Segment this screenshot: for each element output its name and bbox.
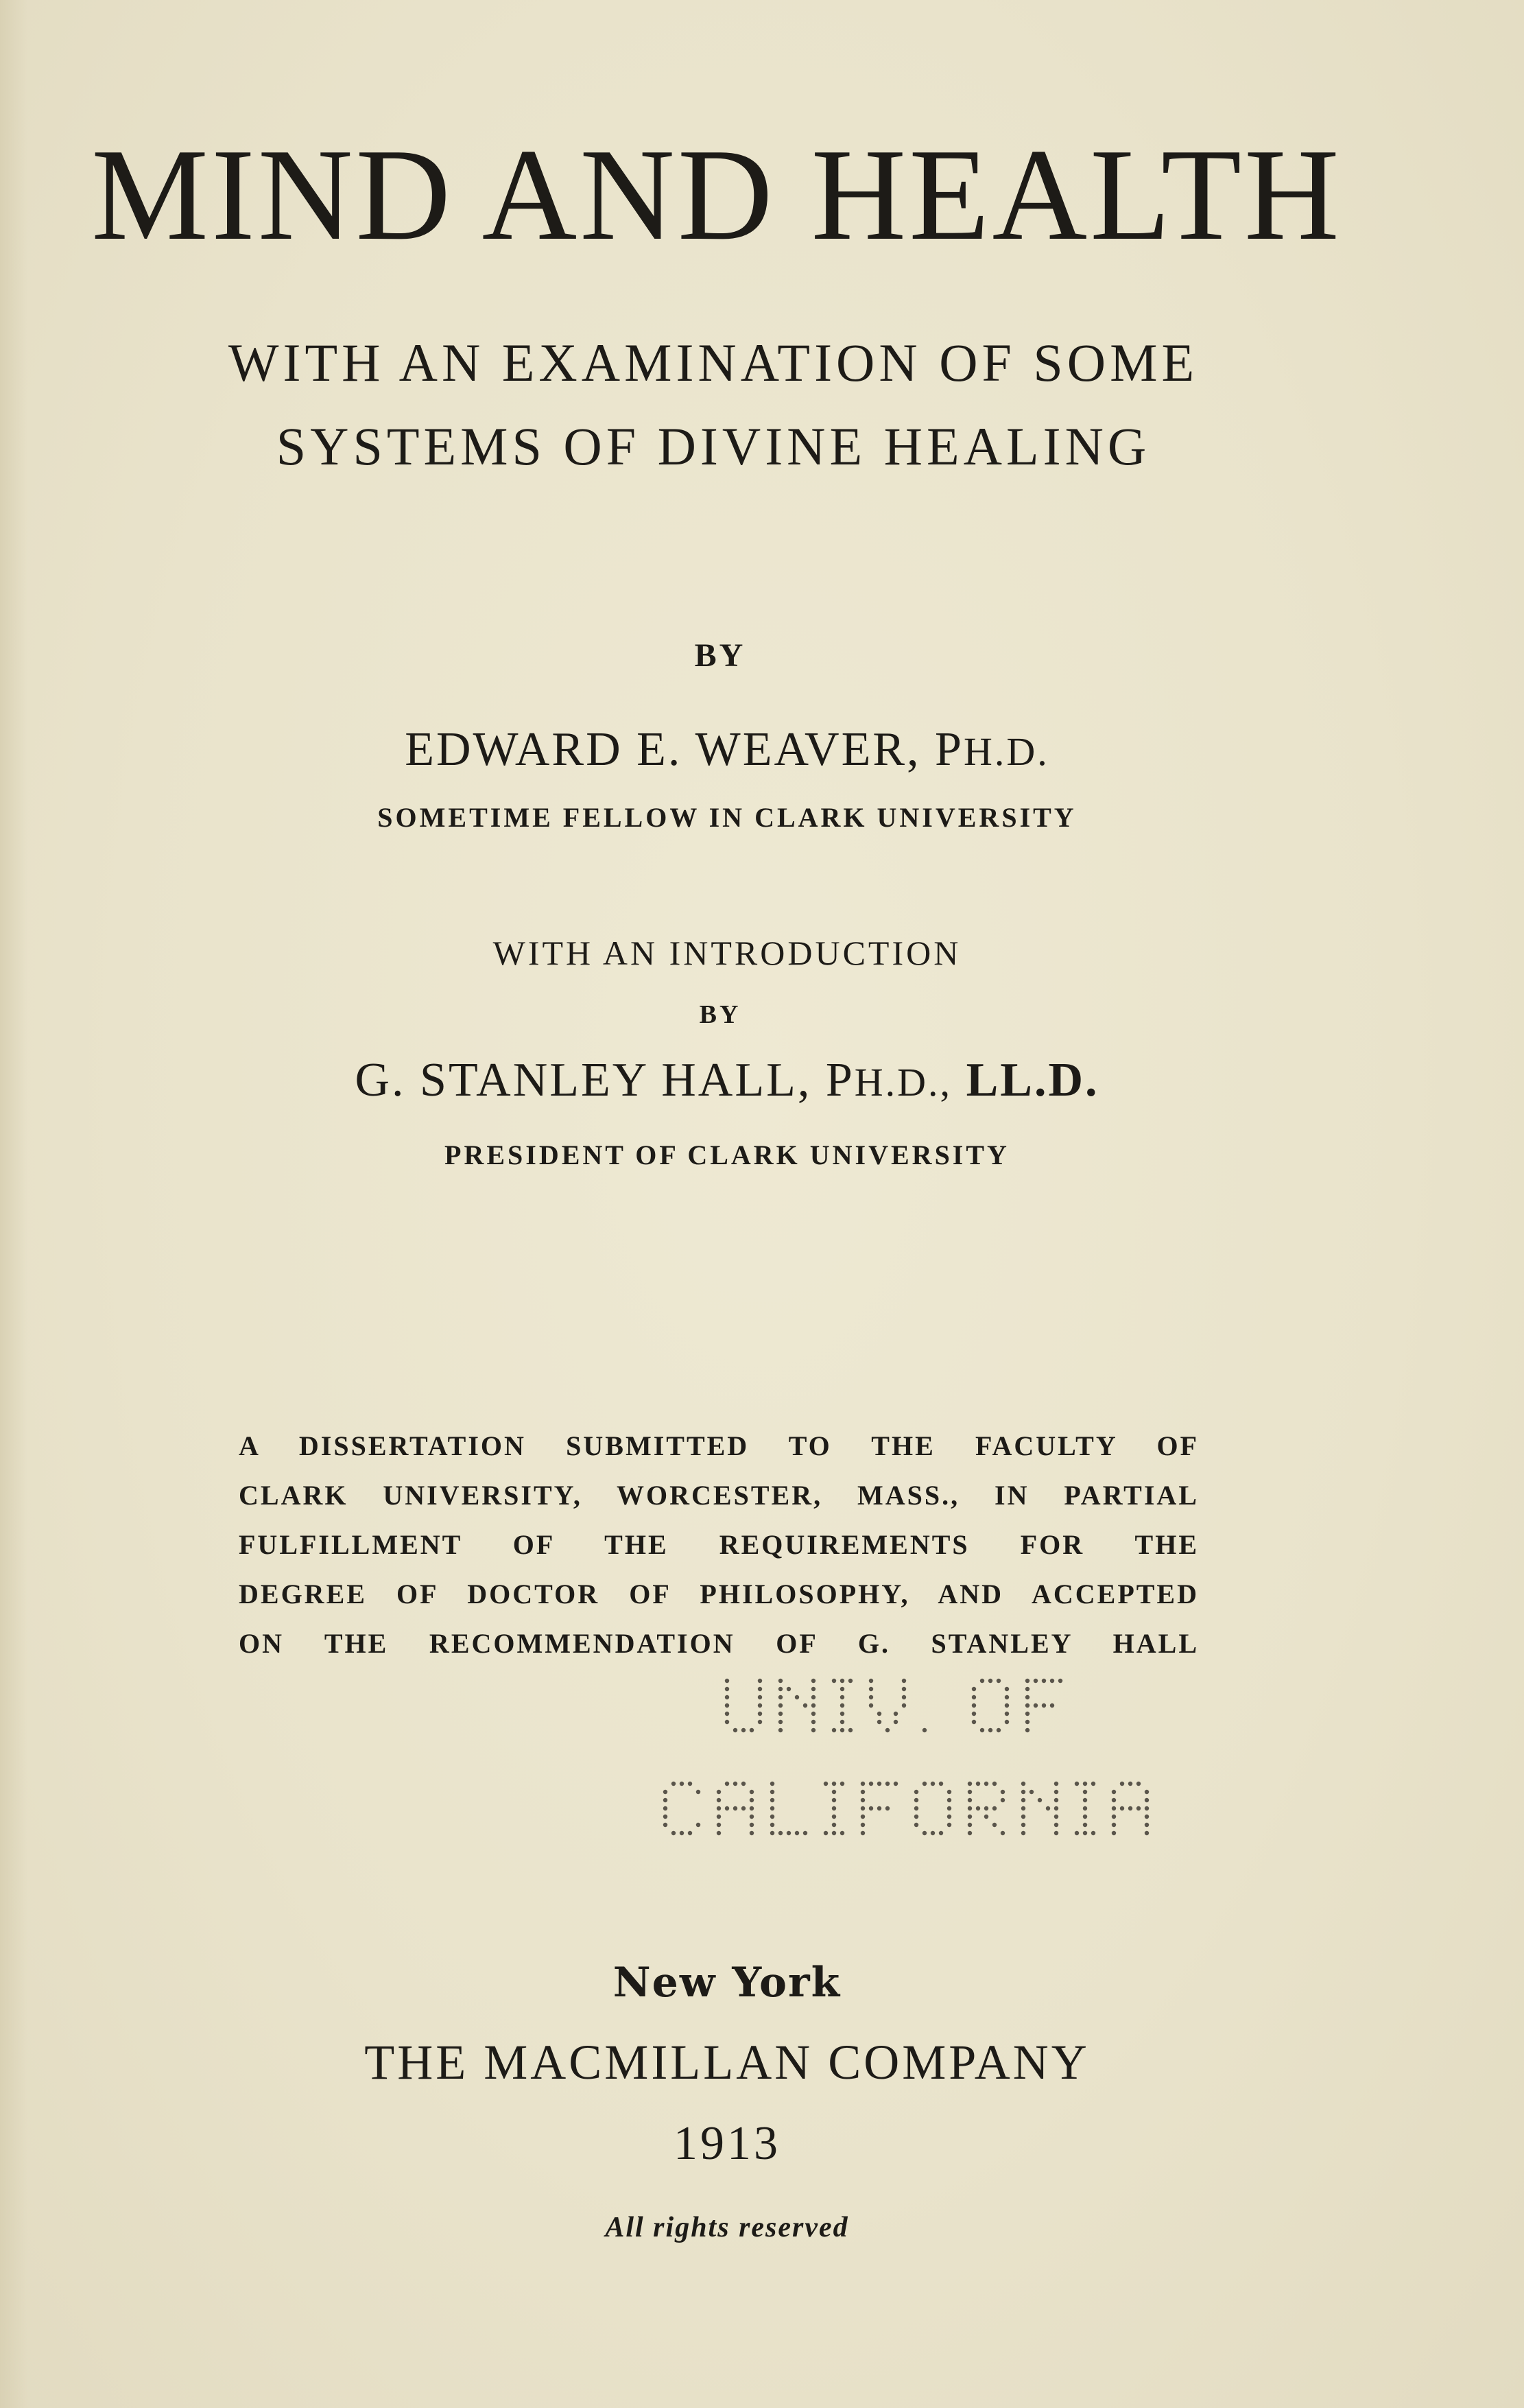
stamp-dot [1034, 1703, 1038, 1708]
dissertation-line: A DISSERTATION SUBMITTED TO THE FACULTY OF [239, 1430, 1199, 1461]
stamp-dot [811, 1679, 815, 1683]
dissertation-statement [239, 1421, 1199, 1668]
stamp-dot [832, 1782, 836, 1786]
introduction-label: WITH AN INTRODUCTION [492, 934, 962, 972]
stamp-dot [988, 1728, 992, 1732]
stamp-dot [1054, 1831, 1058, 1835]
stamp-dot [972, 1687, 976, 1691]
stamp-dot [1021, 1806, 1025, 1810]
stamp-dot [1025, 1679, 1029, 1683]
stamp-dot [832, 1728, 836, 1732]
stamp-dot [787, 1687, 791, 1691]
stamp-dot [1054, 1782, 1058, 1786]
stamp-dot [1042, 1679, 1046, 1683]
stamp-dot [663, 1790, 667, 1794]
stamp-dot [1136, 1806, 1141, 1810]
stamp-dot [717, 1806, 721, 1810]
stamp-dot [741, 1728, 746, 1732]
stamp-dot [832, 1831, 836, 1835]
stamp-dot [663, 1806, 667, 1810]
stamp-dot [902, 1687, 906, 1691]
stamp-dot [688, 1782, 692, 1786]
stamp-dot [894, 1712, 898, 1716]
stamp-dot [803, 1831, 807, 1835]
stamp-dot [758, 1679, 762, 1683]
stamp-dot [770, 1798, 774, 1802]
stamp-dot [750, 1823, 754, 1827]
stamp-dot [840, 1687, 844, 1691]
stamp-dot [778, 1831, 783, 1835]
stamp-dot [1120, 1782, 1124, 1786]
stamp-dot [992, 1782, 997, 1786]
page-edge-shadow [0, 0, 27, 2408]
stamp-dot [1038, 1798, 1042, 1802]
stamp-dot [997, 1679, 1001, 1683]
introduction-by-label: BY [699, 1000, 741, 1029]
stamp-dot [988, 1679, 992, 1683]
stamp-dot [811, 1695, 815, 1699]
stamp-dot [885, 1728, 890, 1732]
stamp-dot [758, 1687, 762, 1691]
stamp-dot [984, 1815, 988, 1819]
stamp-dot [717, 1823, 721, 1827]
stamp-dot [1145, 1790, 1149, 1794]
stamp-dot [741, 1782, 746, 1786]
stamp-dot [1025, 1728, 1029, 1732]
stamp-dot [1083, 1790, 1087, 1794]
stamp-dot [1083, 1823, 1087, 1827]
stamp-dot [811, 1703, 815, 1708]
stamp-dot [671, 1831, 676, 1835]
stamp-dot [758, 1712, 762, 1716]
stamp-dot [1046, 1806, 1050, 1810]
stamp-dot [968, 1815, 972, 1819]
stamp-dot [778, 1712, 783, 1716]
stamp-dot [931, 1831, 935, 1835]
stamp-dot [877, 1720, 881, 1724]
stamp-dot [1145, 1815, 1149, 1819]
stamp-dot [877, 1782, 881, 1786]
stamp-dot [696, 1823, 700, 1827]
stamp-dot [840, 1831, 844, 1835]
stamp-dot [1083, 1782, 1087, 1786]
introducer-degree-2: LL.D. [966, 1054, 1099, 1107]
stamp-dot [725, 1679, 729, 1683]
stamp-dot [947, 1798, 951, 1802]
stamp-dot [1054, 1790, 1058, 1794]
stamp-dot [922, 1831, 927, 1835]
introducer-degree-initial: P [825, 1054, 855, 1107]
stamp-dot [663, 1798, 667, 1802]
author-line [329, 723, 1125, 776]
stamp-dot [663, 1823, 667, 1827]
stamp-dot [1083, 1806, 1087, 1810]
stamp-dot [1021, 1782, 1025, 1786]
stamp-dot [1112, 1798, 1116, 1802]
stamp-dot [939, 1782, 943, 1786]
stamp-dot [787, 1831, 791, 1835]
stamp-dot [750, 1728, 754, 1732]
dissertation-line: DEGREE OF DOCTOR OF PHILOSOPHY, AND ACCEPTED [239, 1579, 1199, 1609]
stamp-dot [1054, 1823, 1058, 1827]
stamp-dot [1025, 1687, 1029, 1691]
stamp-dot [832, 1815, 836, 1819]
stamp-dot [861, 1790, 865, 1794]
stamp-dot [770, 1782, 774, 1786]
stamp-dot [725, 1806, 729, 1810]
stamp-dot [750, 1815, 754, 1819]
stamp-dot [840, 1703, 844, 1708]
stamp-dot [1128, 1782, 1132, 1786]
stamp-dot [869, 1695, 873, 1699]
imprint-place: New York [612, 1959, 842, 2007]
stamp-dot [824, 1782, 828, 1786]
stamp-dot [770, 1806, 774, 1810]
stamp-dot [1001, 1798, 1005, 1802]
stamp-dot [1021, 1798, 1025, 1802]
imprint-rights: All rights reserved [605, 2212, 849, 2243]
stamp-dot [778, 1728, 783, 1732]
stamp-dot [778, 1695, 783, 1699]
stamp-dot [968, 1790, 972, 1794]
stamp-dot [968, 1806, 972, 1810]
stamp-dot [1025, 1703, 1029, 1708]
stamp-dot [976, 1806, 980, 1810]
stamp-dot [1001, 1790, 1005, 1794]
stamp-dot [1029, 1790, 1034, 1794]
stamp-dot [869, 1703, 873, 1708]
stamp-dot [1145, 1806, 1149, 1810]
stamp-dot [1145, 1831, 1149, 1835]
stamp-dot [725, 1687, 729, 1691]
stamp-dot [811, 1720, 815, 1724]
stamp-dot [931, 1782, 935, 1786]
stamp-dot [832, 1798, 836, 1802]
stamp-dot [1050, 1703, 1054, 1708]
stamp-dot [972, 1712, 976, 1716]
stamp-dot [717, 1790, 721, 1794]
stamp-dot [1136, 1782, 1141, 1786]
stamp-dot [1025, 1712, 1029, 1716]
stamp-dot [770, 1815, 774, 1819]
stamp-dot [1091, 1782, 1095, 1786]
by-label: BY [694, 637, 746, 674]
stamp-dot [869, 1806, 873, 1810]
stamp-dot [869, 1687, 873, 1691]
stamp-dot [968, 1831, 972, 1835]
stamp-dot [750, 1798, 754, 1802]
stamp-dot [750, 1790, 754, 1794]
stamp-dot [1025, 1695, 1029, 1699]
stamp-dot [832, 1806, 836, 1810]
stamp-dot [725, 1720, 729, 1724]
stamp-dot [717, 1831, 721, 1835]
stamp-dot [1091, 1831, 1095, 1835]
stamp-dot [1083, 1831, 1087, 1835]
stamp-dot [922, 1728, 927, 1732]
stamp-dot [717, 1798, 721, 1802]
stamp-dot [972, 1703, 976, 1708]
stamp-dot [939, 1831, 943, 1835]
stamp-dot [750, 1831, 754, 1835]
stamp-dot [840, 1782, 844, 1786]
author-name: EDWARD E. WEAVER, [405, 723, 921, 776]
stamp-dot [795, 1831, 799, 1835]
stamp-dot [1112, 1790, 1116, 1794]
stamp-dot [861, 1815, 865, 1819]
stamp-dot [1005, 1720, 1009, 1724]
stamp-dot [758, 1695, 762, 1699]
stamp-dot [1075, 1831, 1079, 1835]
stamp-dot [861, 1806, 865, 1810]
imprint-publisher: THE MACMILLAN COMPANY [364, 2035, 1090, 2090]
stamp-dot [840, 1728, 844, 1732]
stamp-dot [992, 1823, 997, 1827]
stamp-dot [733, 1782, 737, 1786]
stamp-dot [1005, 1712, 1009, 1716]
stamp-dot [832, 1790, 836, 1794]
stamp-dot [968, 1798, 972, 1802]
stamp-dot [947, 1790, 951, 1794]
stamp-dot [968, 1823, 972, 1827]
stamp-dot [997, 1728, 1001, 1732]
stamp-dot [1058, 1679, 1062, 1683]
stamp-dot [733, 1728, 737, 1732]
stamp-dot [1075, 1782, 1079, 1786]
stamp-dot [811, 1687, 815, 1691]
stamp-dot [750, 1806, 754, 1810]
stamp-dot [902, 1703, 906, 1708]
stamp-dot [1054, 1815, 1058, 1819]
stamp-dot [1021, 1790, 1025, 1794]
stamp-dot [1112, 1823, 1116, 1827]
stamp-dot [861, 1831, 865, 1835]
stamp-dot [770, 1823, 774, 1827]
stamp-dot [980, 1728, 984, 1732]
stamp-dot [894, 1782, 898, 1786]
dissertation-line: ON THE RECOMMENDATION OF G. STANLEY HALL [239, 1628, 1199, 1659]
stamp-dot [914, 1823, 918, 1827]
stamp-dot [972, 1720, 976, 1724]
stamp-dot [824, 1831, 828, 1835]
stamp-dot [1005, 1687, 1009, 1691]
subtitle-line-1: WITH AN EXAMINATION OF SOME [228, 333, 1199, 392]
stamp-dot [840, 1695, 844, 1699]
stamp-dot [778, 1687, 783, 1691]
stamp-dot [1128, 1806, 1132, 1810]
stamp-dot [1112, 1815, 1116, 1819]
introducer-line [302, 1054, 1152, 1107]
stamp-dot [733, 1806, 737, 1810]
stamp-dot [811, 1712, 815, 1716]
stamp-dot [1112, 1831, 1116, 1835]
stamp-dot [894, 1720, 898, 1724]
introducer-name: G. STANLEY HALL, [355, 1054, 812, 1107]
stamp-dot [877, 1806, 881, 1810]
stamp-dot [914, 1798, 918, 1802]
stamp-dot [848, 1728, 853, 1732]
imprint-year: 1913 [674, 2117, 781, 2170]
stamp-dot [741, 1806, 746, 1810]
stamp-dot [947, 1823, 951, 1827]
stamp-dot [947, 1815, 951, 1819]
introducer-affiliation: PRESIDENT OF CLARK UNIVERSITY [444, 1140, 1010, 1170]
author-affiliation: SOMETIME FELLOW IN CLARK UNIVERSITY [377, 802, 1077, 833]
stamp-dot [663, 1815, 667, 1819]
stamp-dot [885, 1806, 890, 1810]
stamp-dot [1005, 1695, 1009, 1699]
stamp-dot [1042, 1703, 1046, 1708]
stamp-dot [1034, 1679, 1038, 1683]
dissertation-line: CLARK UNIVERSITY, WORCESTER, MASS., IN PARTIAL [239, 1480, 1199, 1511]
stamp-dot [902, 1695, 906, 1699]
stamp-dot [725, 1695, 729, 1699]
stamp-dot [680, 1782, 684, 1786]
stamp-dot [840, 1712, 844, 1716]
stamp-dot [1021, 1815, 1025, 1819]
stamp-dot [877, 1712, 881, 1716]
stamp-dot [976, 1782, 980, 1786]
stamp-dot [848, 1679, 853, 1683]
dissertation-line: FULFILLMENT OF THE REQUIREMENTS FOR THE [239, 1529, 1199, 1560]
stamp-dot [869, 1679, 873, 1683]
stamp-dot [803, 1703, 807, 1708]
stamp-dot [1083, 1815, 1087, 1819]
stamp-dot [914, 1790, 918, 1794]
stamp-dot [832, 1679, 836, 1683]
book-title: MIND AND HEALTH [91, 121, 1342, 268]
stamp-dot [795, 1695, 799, 1699]
stamp-dot [1145, 1823, 1149, 1827]
stamp-dot [1120, 1806, 1124, 1810]
author-degree-rest: H.D. [963, 729, 1049, 774]
stamp-dot [869, 1782, 873, 1786]
stamp-dot [861, 1782, 865, 1786]
stamp-dot [902, 1679, 906, 1683]
stamp-dot [885, 1782, 890, 1786]
stamp-dot [811, 1728, 815, 1732]
stamp-dot [688, 1831, 692, 1835]
stamp-dot [717, 1815, 721, 1819]
stamp-dot [696, 1790, 700, 1794]
stamp-dot [861, 1823, 865, 1827]
stamp-dot [840, 1679, 844, 1683]
stamp-dot [1001, 1831, 1005, 1835]
stamp-dot [725, 1703, 729, 1708]
stamp-dot [1054, 1806, 1058, 1810]
stamp-dot [671, 1782, 676, 1786]
stamp-dot [1054, 1798, 1058, 1802]
stamp-dot [778, 1703, 783, 1708]
stamp-dot [680, 1831, 684, 1835]
stamp-dot [947, 1806, 951, 1810]
stamp-dot [725, 1782, 729, 1786]
stamp-dot [1083, 1798, 1087, 1802]
stamp-dot [840, 1720, 844, 1724]
stamp-dot [1025, 1720, 1029, 1724]
stamp-dot [725, 1712, 729, 1716]
stamp-dot [758, 1703, 762, 1708]
stamp-dot [968, 1782, 972, 1786]
library-perforation-stamp [658, 1674, 1235, 1866]
stamp-dot [914, 1815, 918, 1819]
stamp-dot [984, 1782, 988, 1786]
subtitle-line-2: SYSTEMS OF DIVINE HEALING [276, 416, 1151, 476]
stamp-dot [832, 1823, 836, 1827]
stamp-dot [1112, 1806, 1116, 1810]
introducer-degree-rest: H.D., [854, 1060, 953, 1105]
stamp-dot [778, 1720, 783, 1724]
stamp-dot [1021, 1823, 1025, 1827]
stamp-dot [770, 1831, 774, 1835]
stamp-dot [778, 1679, 783, 1683]
author-degree-initial: P [935, 723, 964, 776]
stamp-dot [1050, 1679, 1054, 1683]
stamp-dot [992, 1806, 997, 1810]
stamp-dot [914, 1806, 918, 1810]
stamp-dot [861, 1798, 865, 1802]
stamp-dot [984, 1806, 988, 1810]
stamp-dot [758, 1720, 762, 1724]
stamp-dot [922, 1782, 927, 1786]
stamp-dot [1145, 1798, 1149, 1802]
stamp-dot [972, 1695, 976, 1699]
stamp-dot [770, 1790, 774, 1794]
stamp-dot [1005, 1703, 1009, 1708]
stamp-dot [980, 1679, 984, 1683]
stamp-dot [1021, 1831, 1025, 1835]
